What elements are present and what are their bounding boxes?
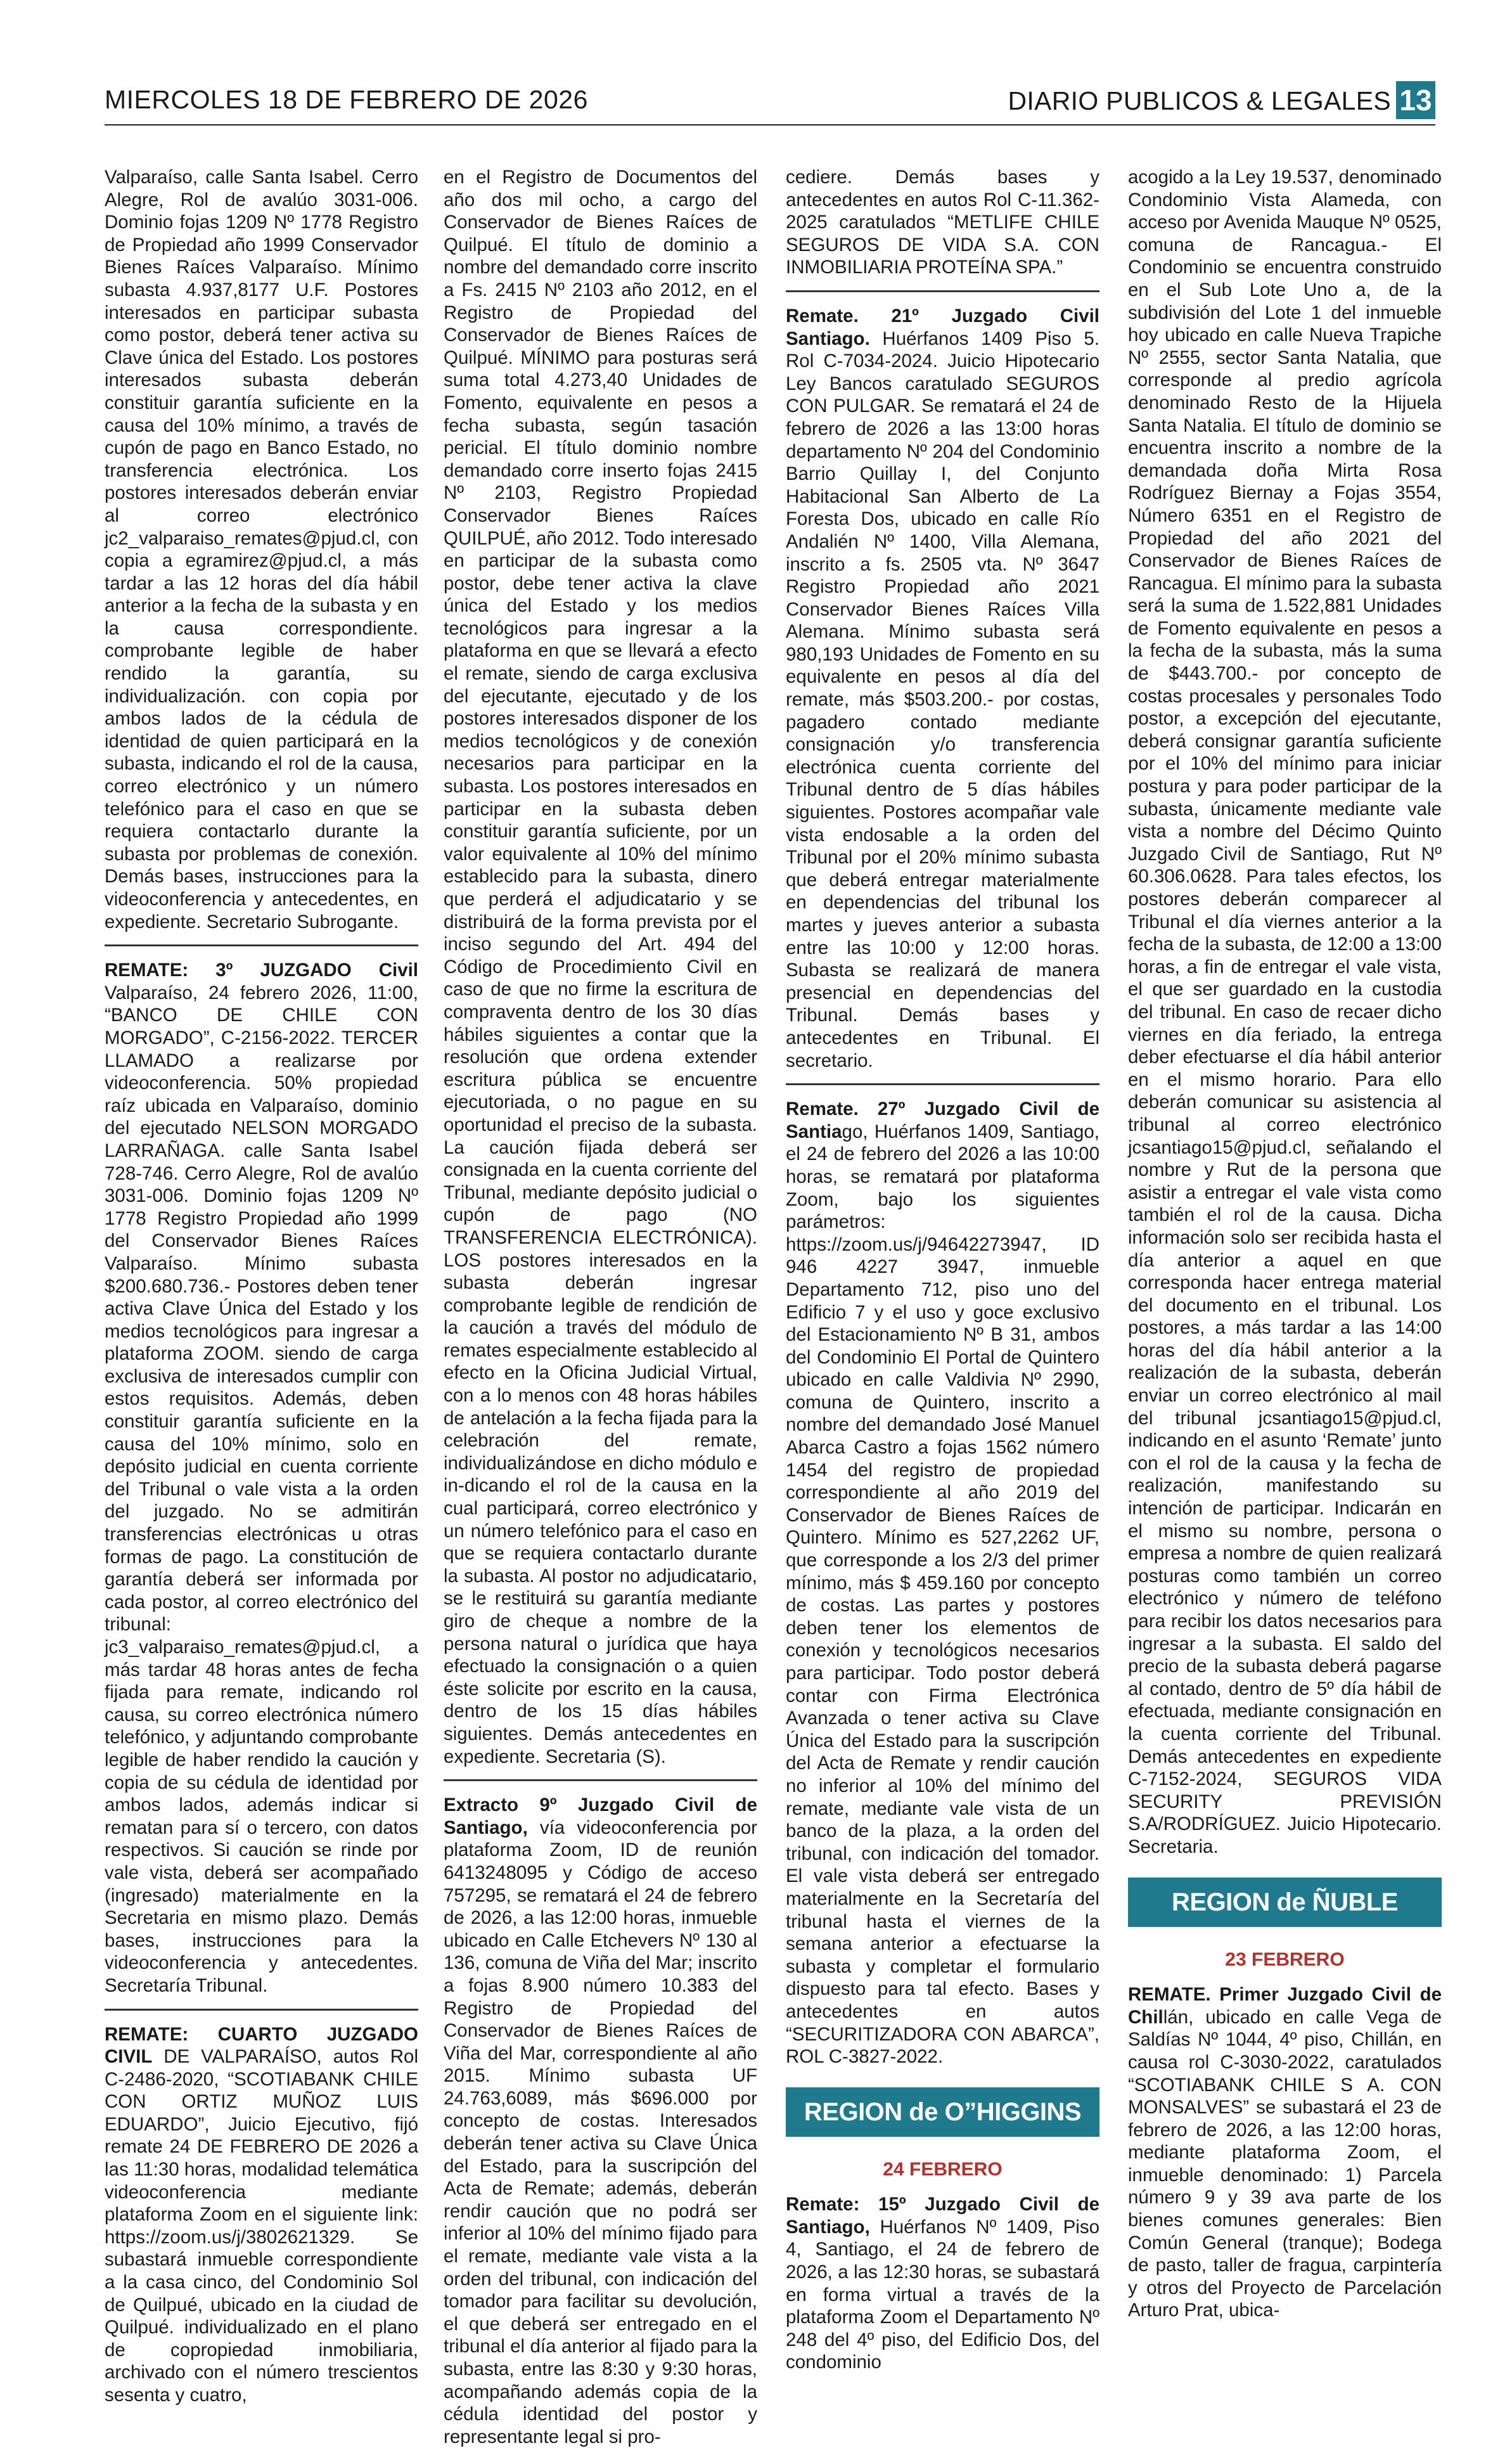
notice-divider <box>105 944 418 946</box>
notice-divider <box>105 2009 418 2011</box>
notice-lead: Remate. 21º Juzgado Civil Santiago. <box>786 305 1099 349</box>
region-date: 23 FEBRERO <box>1225 1949 1345 1970</box>
region-banner-ohiggins: REGION de O”HIGGINS <box>786 2087 1099 2137</box>
notice-divider <box>444 1779 757 1781</box>
notice-lead: REMATE: CUARTO JUZGADO CIVIL <box>105 2023 418 2068</box>
notice-remate-4-juzgado-valparaiso <box>105 2023 418 2407</box>
notice-lead: REMATE: 3º JUZGADO Civil <box>105 960 418 981</box>
notice-divider <box>786 1083 1099 1085</box>
publication-name: DIARIO PUBLICOS & LEGALES <box>1008 86 1391 115</box>
notice-continued <box>1128 166 1442 1859</box>
notice-lead: Remate: 15º Juzgado Civil de Santiago, <box>786 2194 1099 2238</box>
notice-extracto-9-juzgado-santiago <box>444 1794 757 2448</box>
notice-continued <box>105 166 418 933</box>
notice-lead: Extracto 9º Juzgado Civil de Santiago, <box>444 1794 757 1838</box>
notice-remate-21-juzgado-santiago <box>786 305 1099 1072</box>
column-3 <box>786 166 1099 2373</box>
notice-divider <box>786 290 1099 292</box>
notice-body: cediere. Demás bases y antecedentes en autos Rol C-11.362-2025 caratulados “METLIFE CHILE SEGUROS DE VIDA S.A. CON INMOBILIARIA PROTEÍNA SPA.” <box>786 167 1099 278</box>
notice-remate-27-juzgado-santiago <box>786 1098 1099 2068</box>
column-4 <box>1128 166 1442 2321</box>
notice-body: Valparaíso, 24 febrero 2026, 11:00, “BANCO DE CHILE CON MORGADO”, C-2156-2022. TERCER LLAMADO a realizarse por videoconferencia. 50% propiedad raíz ubicada en Valparaíso, dominio del ejecutado NELSON MORGADO LARRAÑAGA. calle Santa Isabel 728-746. Cerro Alegre, Rol de avalúo 3031-006. Dominio fojas 1209 Nº 1778 Registro Propiedad año 1999 del Conservador Bienes Raíces Valparaíso. Mínimo subasta $200.680.736.- Postores deben tener activa Clave Única del Estado y los medios tecnológicos para ingresar a plataforma ZOOM. siendo de carga exclusiva de interesados cumplir con estos requisitos. Además, deben constituir garantía suficiente en la causa del 10% mínimo, solo en depósito judicial en cuenta corriente del Tribunal o vale vista a la orden del juzgado. No se admitirán transferencias electrónicas u otras formas de pago. La constitución de garantía deberá ser informada por cada postor, al correo electrónico del tribunal: jc3_valparaiso_remates@pjud.cl, a más tardar 48 horas antes de fecha fijada para remate, indicando rol causa, su correo electrónica número telefónico, y adjuntando comprobante legible de haber rendido la caución y copia de su cédula de identidad por ambos lados, además indicar si rematan para sí o tercero, con datos respectivos. Si caución se rinde por vale vista, deberá ser acompañado (ingresado) materialmente en la Secretaria en mismo plazo. Demás bases, instrucciones para la videoconferencia y antecedentes. Secretaría Tribunal. <box>105 982 418 1996</box>
notice-body: Huérfanos 1409 Piso 5. Rol C-7034-2024. Juicio Hipotecario Ley Bancos caratulado SEGUROS CON PULGAR. Se rematará el 24 de febrero de 2026 a las 13:00 horas departamento Nº 204 del Condominio Barrio Quillay I, del Conjunto Habitacional San Alberto de La Foresta Dos, ubicado en calle Río Andalién Nº 1400, Villa Alemana, inscrito a fs. 2505 vta. Nº 3647 Registro Propiedad año 2021 Conservador Bienes Raíces Villa Alemana. Mínimo subasta será 980,193 Unidades de Fomento en su equivalente en pesos al día del remate, más $503.200.- por costas, pagadero contado mediante consignación y/o transferencia electrónica cuenta corriente del Tribunal dentro de 5 días hábiles siguientes. Postores acompañar vale vista endosable a la orden del Tribunal por el 20% mínimo subasta que deberá entregar materialmente en dependencias del tribunal los martes y jueves anterior a subasta entre las 10:00 y 12:00 horas. Subasta se realizará de manera presencial en dependencias del Tribunal. Demás bases y antecedentes en Tribunal. El secretario. <box>786 328 1099 1071</box>
page-header <box>105 81 1435 120</box>
notice-remate-3-juzgado-valparaiso <box>105 959 418 1997</box>
notice-continued <box>444 166 757 1768</box>
notice-body: go, Huérfanos 1409, Santiago, el 24 de febrero del 2026 a las 10:00 horas, se rematará por plataforma Zoom, bajo los siguientes parámetros: https://zoom.us/j/94642273947, ID 946 4227 3947, inmueble Departamento 712, piso uno del Edificio 7 y el uso y goce exclusivo del Estacionamiento Nº B 31, ambos del Condominio El Portal de Quintero ubicado en calle Valdivia Nº 2990, comuna de Quintero, inscrito a nombre del demandado José Manuel Abarca Castro a fojas 1562 número 1454 del registro de propiedad correspondiente al año 2019 del Conservador de Bienes Raíces de Quintero. Mínimo es 527,2262 UF, que corresponde a los 2/3 del primer mínimo, más $ 459.160 por concepto de costas. Las partes y postores deben tener los elementos de conexión y tecnológicos necesarios para participar. Todo postor deberá contar con Firma Electrónica Avanzada o tener activa su Clave Única del Estado para la suscripción del Acta de Remate y rendir caución no inferior al 10% del mínimo del remate, mediante vale vista de un banco de la plaza, a la orden del tribunal, con indicación del tomador. El vale vista deberá ser entregado materialmente en la Secretaría del tribunal hasta el viernes de la semana anterior a efectuarse la subasta y completar el formulario dispuesto para tal efecto. Bases y antecedentes en autos “SECURITIZADORA CON ABARCA”, ROL C-3827-2022. <box>786 1121 1099 2068</box>
notice-remate-15-juzgado-santiago <box>786 2193 1099 2374</box>
notice-body: vía videoconferencia por plataforma Zoom, ID de reunión 6413248095 y Código de acceso 757295, se rematará el 24 de febrero de 2026, a las 12:00 horas, inmueble ubicado en Calle Etchevers Nº 130 al 136, comuna de Viña del Mar; inscrito a fojas 8.900 número 10.383 del Registro de Propiedad del Conservador de Bienes Raíces de Viña del Mar, correspondiente al año 2015. Mínimo subasta UF 24.763,6089, más $696.000 por concepto de costas. Interesados deberán tener activa su Clave Única del Estado, para la suscripción del Acta de Remate; además, deberán rendir caución que no podrá ser inferior al 10% del mínimo fijado para el remate, mediante vale vista a la orden del tribunal, con indicación del tomador para facilitar su devolución, el que deberá ser entregado en el tribunal el día anterior al fijado para la subasta, entre las 8:30 y 9:30 horas, acompañando además copia de la cédula identidad del postor y representante legal si pro- <box>444 1817 757 2447</box>
notice-remate-1-juzgado-chillan <box>1128 1983 1442 2322</box>
notice-body: acogido a la Ley 19.537, denominado Condominio Vista Alameda, con acceso por Avenida Mauque Nº 0525, comuna de Rancagua.- El Condominio se encuentra construido en el Sub Lote Uno a, de la subdivisión del Lote 1 del inmueble hoy ubicado en calle Nueva Trapiche Nº 2555, sector Santa Natalia, que corresponde al predio agrícola denominado Resto de la Hijuela Santa Natalia. El título de dominio se encuentra inscrito a nombre de la demandada doña Mirta Rosa Rodríguez Biernay a Fojas 3554, Número 6351 en el Registro de Propiedad del año 2021 del Conservador de Bienes Raíces de Rancagua. El mínimo para la subasta será la suma de 1.522,881 Unidades de Fomento equivalente en pesos a la fecha de la subasta, más la suma de $443.700.- por concepto de costas procesales y personales Todo postor, a excepción del ejecutante, deberá consignar garantía suficiente por el 10% del mínimo para iniciar postura y para poder participar de la subasta, únicamente mediante vale vista a nombre del Décimo Quinto Juzgado Civil de Santiago, Rut Nº 60.306.0628. Para tales efectos, los postores deberán comparecer al Tribunal el día viernes anterior a la fecha de la subasta, de 12:00 a 13:00 horas, a fin de entregar el vale vista, el que ser guardado en la custodia del tribunal. En caso de recaer dicho viernes en día feriado, la entrega deber efectuarse el día hábil anterior en el mismo horario. Para ello deberán comunicar su asistencia al tribunal al correo electrónico jcsantiago15@pjud.cl, señalando el nombre y Rut de la persona que asistir a entregar el vale vista como también el rol de la causa. Dicha información solo ser recibida hasta el día anterior a aquel en que corresponda hacer entrega material del documento en el tribunal. Los postores, a más tardar a las 14:00 horas del día hábil anterior a la realización de la subasta, deberán enviar un correo electrónico al mail del tribunal jcsantiago15@pjud.cl, indicando en el asunto ‘Remate’ junto con el rol de la causa y la fecha de realización, manifestando su intención de participar. Indicarán en el mismo su nombre, persona o empresa a nombre de quien realizará posturas como también un correo electrónico y número de teléfono para recibir los datos necesarios para ingresar a la subasta. El saldo del precio de la subasta deberá pagarse al contado, dentro de 5º día hábil de efectuada, mediante consignación en la cuenta corriente del Tribunal. Demás antecedentes en expediente C-7152-2024, SEGUROS VIDA SECURITY PREVISIÓN S.A/RODRÍGUEZ. Juicio Hipotecario. Secretaria. <box>1128 167 1442 1857</box>
notice-continued <box>786 166 1099 279</box>
notice-body: en el Registro de Documentos del año dos mil ocho, a cargo del Conservador de Bienes Raíces de Quilpué. El título de dominio a nombre del demandado corre inscrito a Fs. 2415 Nº 2103 año 2012, en el Registro de Propiedad del Conservador de Bienes Raíces de Quilpué. MÍNIMO para posturas será suma total 4.273,40 Unidades de Fomento, equivalente en pesos a fecha subasta, según tasación pericial. El título dominio nombre demandado corre inserto fojas 2415 Nº 2103, Registro Propiedad Conservador Bienes Raíces QUILPUÉ, año 2012. Todo interesado en participar de la subasta como postor, debe tener activa la clave única del Estado y los medios tecnológicos para ingresar a la plataforma en que se llevará a efecto el remate, siendo de carga exclusiva del ejecutante, ejecutado y de los postores interesados disponer de los medios tecnológicos y de conexión necesarios para participar en la subasta. Los postores interesados en participar en la subasta deben constituir garantía suficiente, por un valor equivalente al 10% del mínimo establecido para la subasta, dinero que perderá el adjudicatario y se distribuirá de la forma prevista por el inciso segundo del Art. 494 del Código de Procedimiento Civil en caso de que no firme la escritura de compraventa dentro de los 30 días hábiles siguientes a contar que la resolución que ordena extender escritura pública se encuentre ejecutoriada, o no pague en su oportunidad el preciso de la subasta. La caución fijada deberá ser consignada en la cuenta corriente del Tribunal, mediante depósito judicial o cupón de pago (NO TRANSFERENCIA ELECTRÓNICA). LOS postores interesados en la subasta deberán ingresar comprobante legible de rendición de la caución a través del módulo de remates especialmente establecido al efecto en la Oficina Judicial Virtual, con a lo menos con 48 horas hábiles de antelación a la fecha fijada para la celebración del remate, individualizándose en dicho módulo e in-dicando el rol de la causa en la cual participará, correo electrónico y un número telefónico para el caso en que se requiera contactarlo durante la subasta. Al postor no adjudicatario, se le restituirá su garantía mediante giro de cheque a nombre de la persona natural o jurídica que haya efectuado la consignación o a quien éste solicite por escrito en la causa, dentro de los 15 días hábiles siguientes. Demás antecedentes en expediente. Secretaria (S). <box>444 167 757 1767</box>
column-2 <box>444 166 757 2447</box>
header-divider <box>105 124 1435 126</box>
notice-body: DE VALPARAÍSO, autos Rol C-2486-2020, “SCOTIABANK CHILE CON ORTIZ MUÑOZ LUIS EDUARDO”, Juicio Ejecutivo, fijó remate 24 DE FEBRERO DE 2026 a las 11:30 horas, modalidad telemática videoconferencia mediante plataforma Zoom en el siguiente link: https://zoom.us/j/3802621329. Se subastará inmueble correspondiente a la casa cinco, del Condominio Sol de Quilpué, ubicado en la ciudad de Quilpué. individualizado en el plano de copropiedad inmobiliaria, archivado con el número trescientos sesenta y cuatro, <box>105 2046 418 2406</box>
region-banner-nuble: REGION de ÑUBLE <box>1128 1878 1442 1927</box>
column-1 <box>105 166 418 2406</box>
notice-body: Huérfanos Nº 1409, Piso 4, Santiago, el 24 de febrero de 2026, a las 12:30 horas, se subastará en forma virtual a través de la plataforma Zoom el Departamento Nº 248 del 4º piso, del Edificio Dos, del condominio <box>786 2216 1099 2373</box>
region-date: 24 FEBRERO <box>883 2158 1003 2180</box>
issue-date: MIERCOLES 18 DE FEBRERO DE 2026 <box>105 85 588 114</box>
notice-lead: REMATE. Primer Juzgado Civil de Chil <box>1128 1984 1442 2028</box>
page-number-badge: 13 <box>1396 81 1435 119</box>
notice-lead: Remate. 27º Juzgado Civil de Santia <box>786 1098 1099 1142</box>
notice-body: lán, ubicado en calle Vega de Saldías Nº 1044, 4º piso, Chillán, en causa rol C-3030-2022, caratulados “SCOTIABANK CHILE S A. CON MONSALVES” se subastará el 23 de febrero de 2026, a las 12:00 horas, mediante plataforma Zoom, el inmueble denominado: 1) Parcela número 9 y 39 ava parte de los bienes comunes generales: Bien Común General (tranque); Bodega de pasto, taller de fragua, carpintería y otros del Proyecto de Parcelación Arturo Prat, ubica- <box>1128 2006 1442 2321</box>
notice-body: Valparaíso, calle Santa Isabel. Cerro Alegre, Rol de avalúo 3031-006. Dominio fojas 1209 Nº 1778 Registro de Propiedad año 1999 Conservador Bienes Raíces Valparaíso. Mínimo subasta 4.937,8177 U.F. Postores interesados en participar subasta como postor, deberá tener activa su Clave única del Estado. Los postores interesados subasta deberán constituir garantía suficiente en la causa del 10% mínimo, a través de cupón de pago en Banco Estado, no transferencia electrónica. Los postores interesados deberán enviar al correo electrónico jc2_valparaiso_remates@pjud.cl, con copia a egramirez@pjud.cl, a más tardar a las 12 horas del día hábil anterior a la fecha de la subasta y en la causa correspondiente. comprobante legible de haber rendido la garantía, su individualización. con copia por ambos lados de la cédula de identidad de quien participará en la subasta, indicando el rol de la causa, correo electrónico y un número telefónico para el caso en que se requiera contactarlo durante la subasta por problemas de conexión. Demás bases, instrucciones para la videoconferencia y antecedentes, en expediente. Secretario Subrogante. <box>105 167 418 932</box>
